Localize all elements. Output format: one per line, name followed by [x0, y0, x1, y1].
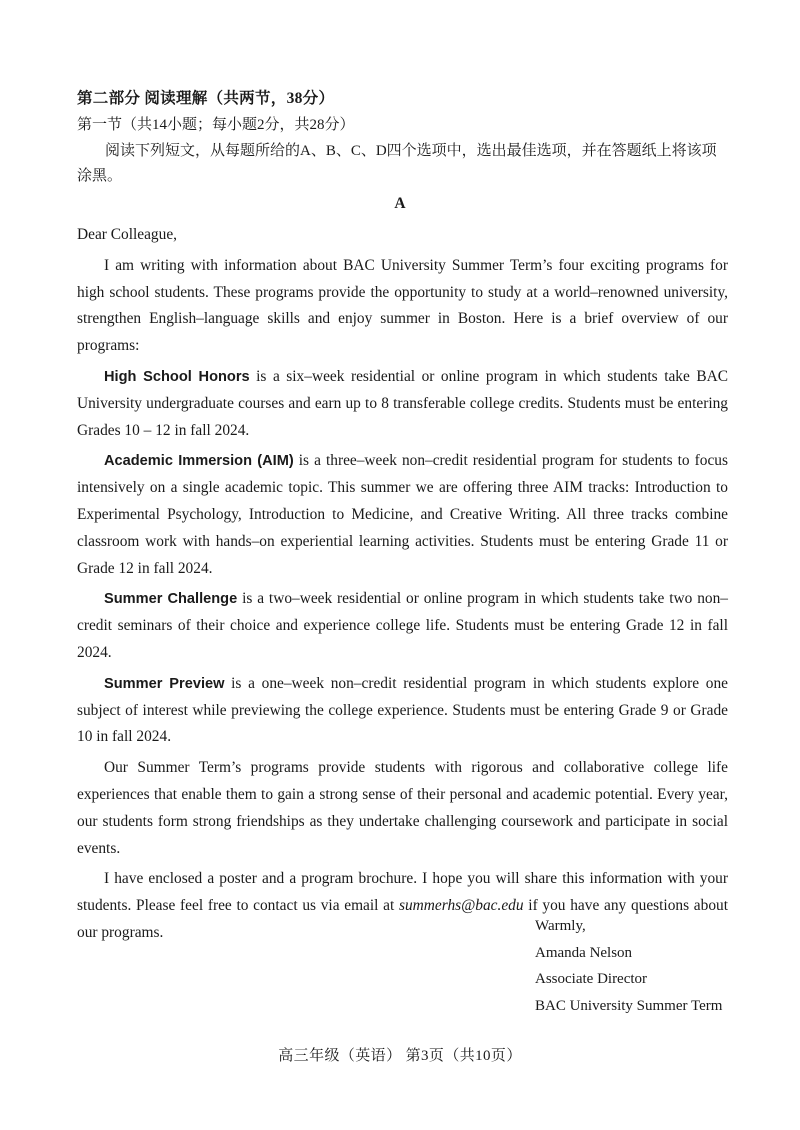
greeting: Dear Colleague,	[77, 226, 177, 243]
program-description: is a six–week residential or online program in which students take BAC University undergraduate courses and earn up to 8 transferable college credits. Students must be entering Grades 10 – 12 in fall 2024.	[77, 367, 728, 439]
program-description: is a one–week non–credit residential program in which students explore one subject of interest while previewing the college experience. Students must be entering Grade 9 or Grade 10 in fall 2024.	[77, 674, 728, 746]
program-name: Academic Immersion (AIM)	[104, 453, 294, 470]
closing-paragraph: Our Summer Term’s programs provide students with rigorous and collaborative college life experiences that enable them to gain a strong sense of their personal and academic potential. Every year, our students form strong friendships as they undertake challenging coursework and participate in social events.	[77, 759, 728, 857]
page-footer: 高三年级（英语） 第3页（共10页）	[278, 1048, 522, 1064]
program-name: High School Honors	[104, 368, 250, 385]
letter-body	[77, 222, 728, 951]
signer-name: Amanda Nelson	[535, 944, 633, 961]
section-subtitle: 第一节（共14小题；每小题2分，共28分）	[77, 117, 355, 133]
signoff: Warmly,	[535, 918, 586, 934]
signer-title: Associate Director	[535, 971, 648, 987]
section-title: 第二部分 阅读理解（共两节，38分）	[77, 90, 335, 107]
instructions: 阅读下列短文，从每题所给的A、B、C、D四个选项中，选出最佳选项，并在答题纸上将该项涂黑。	[77, 143, 717, 184]
intro-paragraph: I am writing with information about BAC University Summer Term’s four exciting programs for high school students. These programs provide the opportunity to study at a world–renowned university, strengthen English–language skills and enjoy summer in Boston. Here is a brief overview of our programs:	[77, 256, 728, 355]
program-paragraph	[77, 448, 728, 582]
program-description: is a two–week residential or online program in which students take two non–credit seminars of their choice and experience college life. Students must be entering Grade 12 in fall 2024.	[77, 590, 728, 661]
signer-organization: BAC University Summer Term	[535, 997, 723, 1014]
program-paragraph	[77, 364, 728, 444]
email-address: summerhs@bac.edu	[398, 897, 524, 915]
signature-block	[535, 913, 722, 1019]
program-name: Summer Challenge	[104, 591, 238, 608]
contact-text-after: if you have any questions about our programs.	[77, 897, 728, 941]
program-paragraph	[77, 671, 728, 751]
program-name: Summer Preview	[104, 675, 225, 692]
program-description: is a three–week non–credit residential program for students to focus intensively on a single academic topic. This summer we are offering three AIM tracks: Introduction to Experimental Psychology, Introduction to Medicine, and Creative Writing. All three tracks combine classroom work with hands–on experiential learning activities. Students must be entering Grade 11 or Grade 12 in fall 2024.	[77, 452, 728, 577]
passage-letter: A	[394, 195, 406, 212]
program-paragraph	[77, 586, 728, 666]
contact-text-before: I have enclosed a poster and a program brochure. I hope you will share this information with your students. Please feel free to contact us via email at	[77, 870, 728, 915]
